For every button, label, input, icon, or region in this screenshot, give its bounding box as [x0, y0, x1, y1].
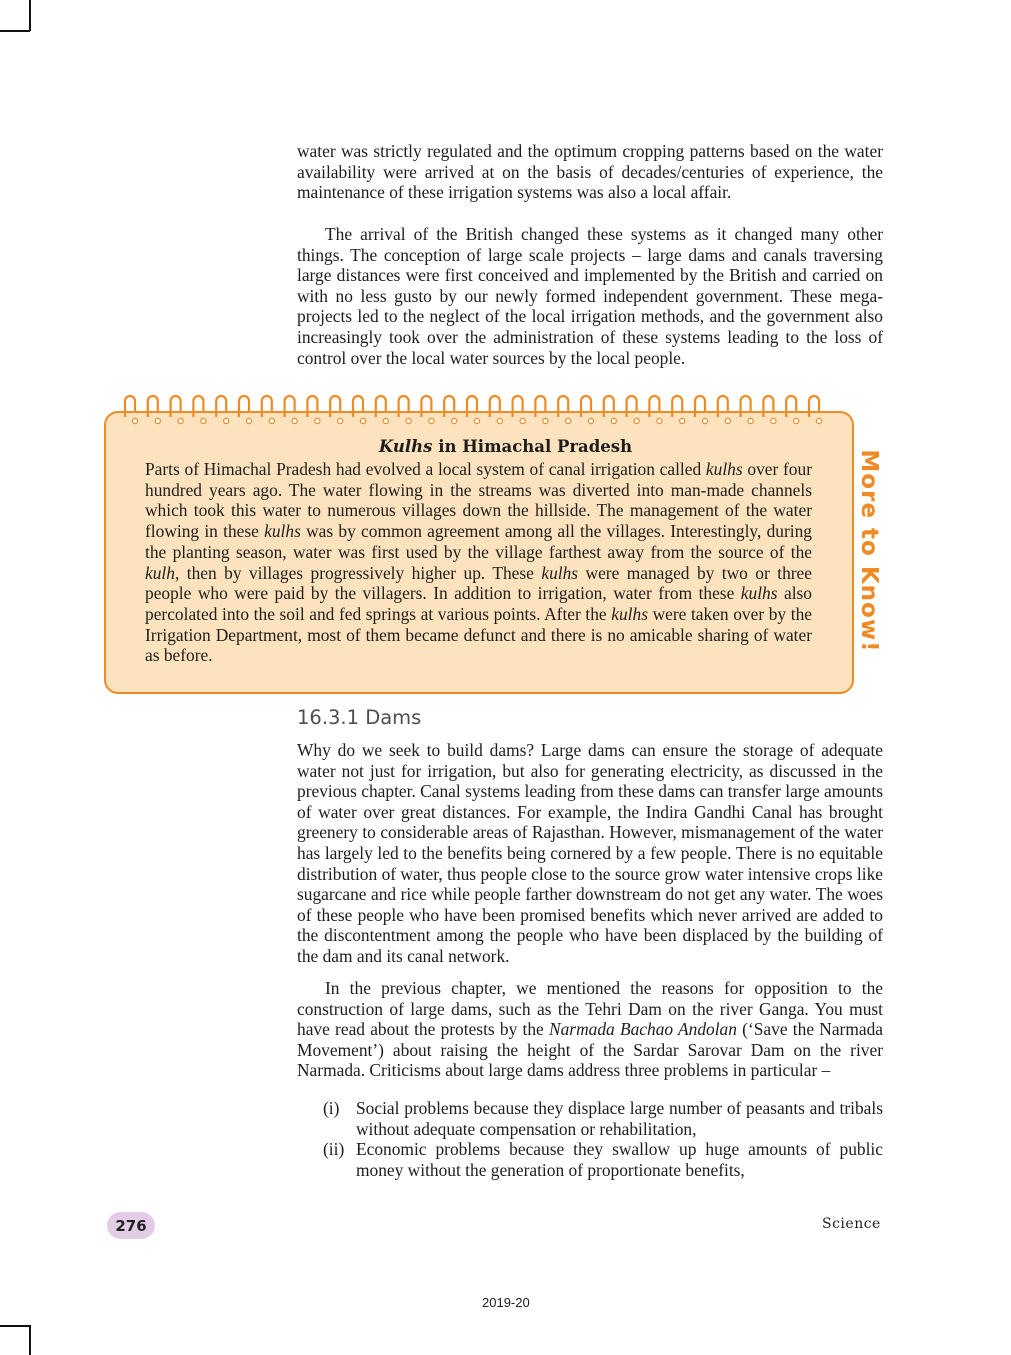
crop-mark-bottom: [0, 1325, 30, 1327]
spiral-hole: [178, 418, 183, 423]
spiral-loop: [239, 396, 249, 417]
spiral-loop: [649, 396, 659, 417]
spiral-loop: [695, 396, 705, 417]
box-text-run: was by common agreement among all the villages. Interestingly, during the planting season, water was first used by the village farthest away from the source of the: [145, 521, 812, 562]
box-title-italic: Kulhs: [378, 437, 433, 456]
spiral-hole: [566, 418, 571, 423]
spiral-hole: [543, 418, 548, 423]
spiral-hole: [132, 418, 137, 423]
spiral-loop: [627, 396, 637, 417]
spiral-hole: [794, 418, 799, 423]
spiral-loop: [399, 396, 409, 417]
spiral-hole: [360, 418, 365, 423]
spiral-loop: [444, 396, 454, 417]
spiral-hole: [383, 418, 388, 423]
spiral-hole: [269, 418, 274, 423]
paragraph-run: (‘Save the Narmada Movement’) about raising the height of the Sardar Sarovar Dam on the river Narmada. Criticisms about large dams address three problems in particular –: [297, 1019, 883, 1081]
spiral-hole: [474, 418, 479, 423]
crop-mark-top: [29, 0, 31, 31]
paragraph-british: The arrival of the British changed these systems as it changed many other things. The conception of large scale projects – large dams and canals traversing large distances were first conceived and implemented by the British and carried on with no less gusto by our newly formed independent government. These mega-projects led to the neglect of the local irrigation methods, and the government also increasingly took over the administration of these systems leading to the loss of control over the local water sources by the local people.: [297, 224, 883, 368]
list-item-text: Social problems because they displace large number of peasants and tribals without adequate compensation or rehabilitation,: [356, 1098, 883, 1139]
spiral-loop: [467, 396, 477, 417]
box-text-italic: kulhs: [740, 583, 778, 604]
spiral-hole: [611, 418, 616, 423]
box-text-run: over four hundred years ago. The water flowing in the streams was diverted into man-made channels which took this water to numerous villages down the hillside. The management of the water flowing in these: [145, 459, 812, 542]
spiral-hole: [588, 418, 593, 423]
spiral-loop: [604, 396, 614, 417]
section-heading: 16.3.1 Dams: [297, 706, 422, 729]
list-item-number: (i): [323, 1098, 340, 1118]
box-title-rest: in Himachal Pradesh: [432, 437, 633, 456]
box-text-run: Parts of Himachal Pradesh had evolved a local system of canal irrigation called: [145, 459, 706, 479]
crop-mark-top: [0, 30, 30, 32]
box-text-run: , then by villages progressively higher up. These: [174, 562, 542, 583]
spiral-loop: [125, 396, 135, 417]
spiral-hole: [816, 418, 821, 423]
spiral-hole: [497, 418, 502, 423]
paragraph-intro: water was strictly regulated and the optimum cropping patterns based on the water availability were arrived at on the basis of decades/centuries of experience, the maintenance of these irrigation systems was also a local affair.: [297, 141, 883, 203]
box-text: [145, 459, 812, 666]
spiral-loop: [353, 396, 363, 417]
spiral-hole: [725, 418, 730, 423]
spiral-loop: [809, 396, 819, 417]
spiral-loop: [216, 396, 226, 417]
spiral-hole: [748, 418, 753, 423]
spiral-hole: [224, 418, 229, 423]
spiral-loop: [193, 396, 203, 417]
box-text-italic: kulh: [145, 562, 175, 583]
spiral-loop: [148, 396, 158, 417]
spiral-loop: [421, 396, 431, 417]
spiral-hole: [520, 418, 525, 423]
spiral-hole: [338, 418, 343, 423]
subject-label: Science: [822, 1216, 881, 1232]
more-to-know-label: [850, 446, 888, 656]
box-text-italic: kulhs: [541, 562, 579, 583]
more-to-know-text: More to Know!: [856, 449, 882, 653]
list-item-number: (ii): [323, 1139, 345, 1159]
spiral-loop: [376, 396, 386, 417]
spiral-hole: [702, 418, 707, 423]
spiral-loop: [330, 396, 340, 417]
spiral-loop: [307, 396, 317, 417]
spiral-loop: [786, 396, 796, 417]
paragraph-run: In the previous chapter, we mentioned the reasons for opposition to the construction of large dams, such as the Tehri Dam on the river Ganga. You must have read about the protests by the: [297, 978, 883, 1040]
spiral-loop: [741, 396, 751, 417]
spiral-loop: [763, 396, 773, 417]
spiral-loop: [535, 396, 545, 417]
spiral-hole: [315, 418, 320, 423]
spiral-hole: [657, 418, 662, 423]
spiral-loop: [558, 396, 568, 417]
paragraph-dams: Why do we seek to build dams? Large dams can ensure the storage of adequate water not just for irrigation, but also for generating electricity, as discussed in the previous chapter. Canal systems leading from these dams can transfer large amounts of water over great distances. For example, the Indira Gandhi Canal has brought greenery to considerable areas of Rajasthan. However, mismanagement of the water has largely led to the benefits being cornered by a few people. There is no equitable distribution of water, thus people close to the source grow water intensive crops like sugarcane and rice while people farther downstream do not get any water. The woes of these people who have been promised benefits which never arrived are added to the discontentment among the people who have been displaced by the building of the dam and its canal network.: [297, 740, 883, 966]
spiral-hole: [246, 418, 251, 423]
box-text-run: were taken over by the Irrigation Department, most of them became defunct and there is no amicable sharing of water as before.: [145, 603, 812, 666]
spiral-hole: [292, 418, 297, 423]
spiral-hole: [406, 418, 411, 423]
box-text-italic: kulhs: [611, 603, 648, 624]
list-item-text: Economic problems because they swallow up huge amounts of public money without the generation of proportionate benefits,: [356, 1139, 883, 1180]
spiral-loop: [672, 396, 682, 417]
spiral-hole: [452, 418, 457, 423]
box-text-italic: kulhs: [705, 459, 743, 479]
spiral-loop: [262, 396, 272, 417]
spiral-hole: [680, 418, 685, 423]
spiral-loop: [718, 396, 728, 417]
spiral-loop: [490, 396, 500, 417]
spiral-loop: [285, 396, 295, 417]
edition-year: 2019-20: [482, 1295, 530, 1310]
paragraph-italic: Narmada Bachao Andolan: [549, 1019, 737, 1040]
page-number-badge: 276: [107, 1212, 155, 1239]
spiral-hole: [155, 418, 160, 423]
spiral-loop: [581, 396, 591, 417]
box-text-run: were managed by two or three people who were paid by the villagers. In addition to irrigation, water from these: [145, 562, 812, 604]
spiral-loop: [513, 396, 523, 417]
spiral-hole: [771, 418, 776, 423]
box-text-italic: kulhs: [264, 521, 301, 542]
paragraph-criticisms: [297, 978, 883, 1081]
spiral-binding-icon: [120, 391, 840, 427]
spiral-hole: [429, 418, 434, 423]
crop-mark-bottom: [29, 1325, 31, 1355]
spiral-hole: [634, 418, 639, 423]
spiral-hole: [201, 418, 206, 423]
box-text-run: also percolated into the soil and fed springs at various points. After the: [145, 583, 812, 624]
spiral-loop: [171, 396, 181, 417]
